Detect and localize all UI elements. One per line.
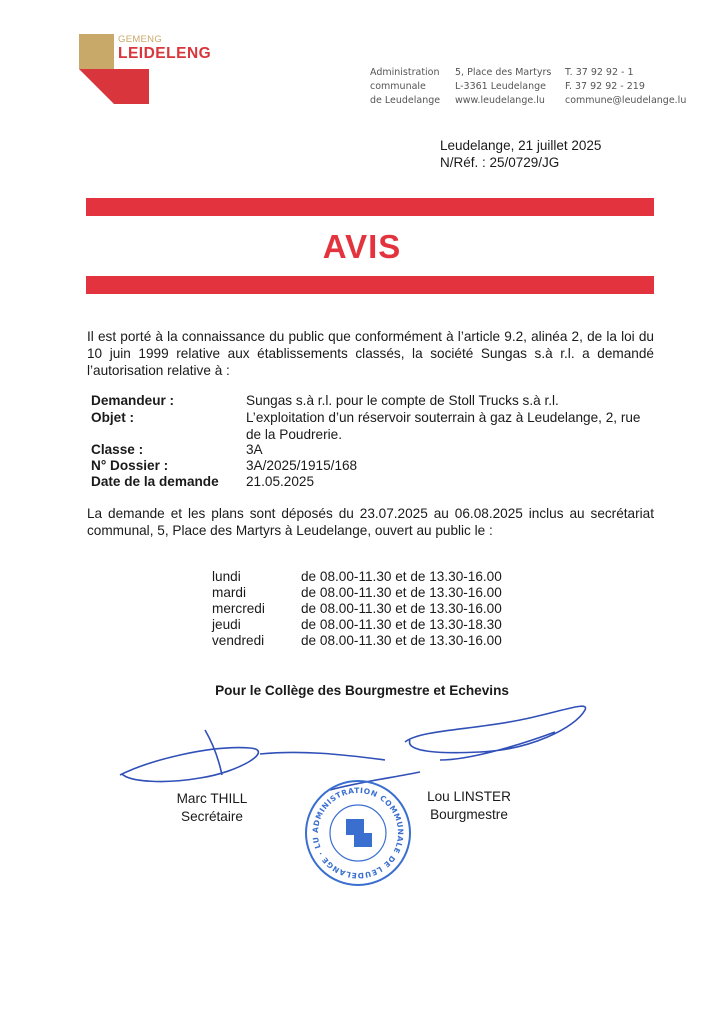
hours-day: lundi [212,569,241,584]
header-address-col2 [455,66,551,108]
logo-line2: LEIDELENG [118,45,212,62]
ref-line: N/Réf. : 25/0729/JG [440,155,560,170]
hours-day: mercredi [212,601,265,616]
detail-label: Classe : [91,442,144,457]
hours-time: de 08.00-11.30 et de 13.30-16.00 [301,569,502,584]
detail-value: 21.05.2025 [246,474,315,489]
signature-right [330,706,586,790]
detail-value: 3A/2025/1915/168 [246,458,358,473]
date-line: Leudelange, 21 juillet 2025 [440,138,602,153]
signatory-role: Secrétaire [181,809,243,824]
detail-label: N° Dossier : [91,458,169,473]
hours-time: de 08.00-11.30 et de 13.30-16.00 [301,585,502,600]
signatory-role: Bourgmestre [430,807,508,822]
header-text: communale [370,81,426,92]
date-reference [440,137,601,171]
detail-label: Date de la demande [91,474,219,489]
detail-value: 3A [246,442,263,457]
hours-time: de 08.00-11.30 et de 13.30-16.00 [301,601,502,616]
red-bar-bottom [86,276,654,294]
header-text: L-3361 Leudelange [455,81,546,92]
header-contact-col3 [565,66,686,108]
document-title: AVIS [322,228,402,265]
header-text: Administration [370,67,440,78]
red-bar-top [86,198,654,216]
signatory-name: Marc THILL [176,791,248,806]
signatory-name: Lou LINSTER [427,789,511,804]
header-website[interactable]: www.leudelange.lu [455,95,545,106]
detail-value: L’exploitation d’un réservoir souterrain à gaz à Leudelange, 2, rue de la Poudrerie. [246,410,641,442]
detail-label: Demandeur : [91,393,175,408]
hours-time: de 08.00-11.30 et de 13.30-16.00 [301,633,502,648]
signatory-left [132,790,292,826]
signatory-right [389,788,549,824]
logo-line1: GEMENG [118,34,163,45]
detail-value: Sungas s.à r.l. pour le compte de Stoll Trucks s.à r.l. [246,393,559,408]
intro-paragraph: Il est porté à la connaissance du public que conformément à l’article 9.2, alinéa 2, de la loi du 10 juin 1999 relative aux établissements classés, la société Sungas s.à r.l. a demandé l’autorisation relative à : [87,329,654,378]
header-phone: T. 37 92 92 - 1 [565,67,634,78]
signatures-and-stamp [0,690,724,900]
college-heading: Pour le Collège des Bourgmestre et Echevins [215,683,509,698]
signature-left [120,730,385,781]
deposit-paragraph: La demande et les plans sont déposés du 23.07.2025 au 06.08.2025 inclus au secrétariat communal, 5, Place des Martyrs à Leudelange, ouvert au public le : [87,506,654,538]
header-fax: F. 37 92 92 - 219 [565,81,645,92]
detail-label: Objet : [91,410,135,425]
hours-day: vendredi [212,633,265,648]
hours-day: jeudi [212,617,241,632]
stamp-text: ADMINISTRATION COMMUNALE DE LEUDELANGE · LU [310,785,406,881]
header-text: 5, Place des Martyrs [455,67,552,78]
header-email[interactable]: commune@leudelange.lu [565,95,687,106]
hours-day: mardi [212,585,246,600]
hours-time: de 08.00-11.30 et de 13.30-18.30 [301,617,502,632]
header-address-col1 [370,66,440,108]
header-text: de Leudelange [370,95,441,106]
